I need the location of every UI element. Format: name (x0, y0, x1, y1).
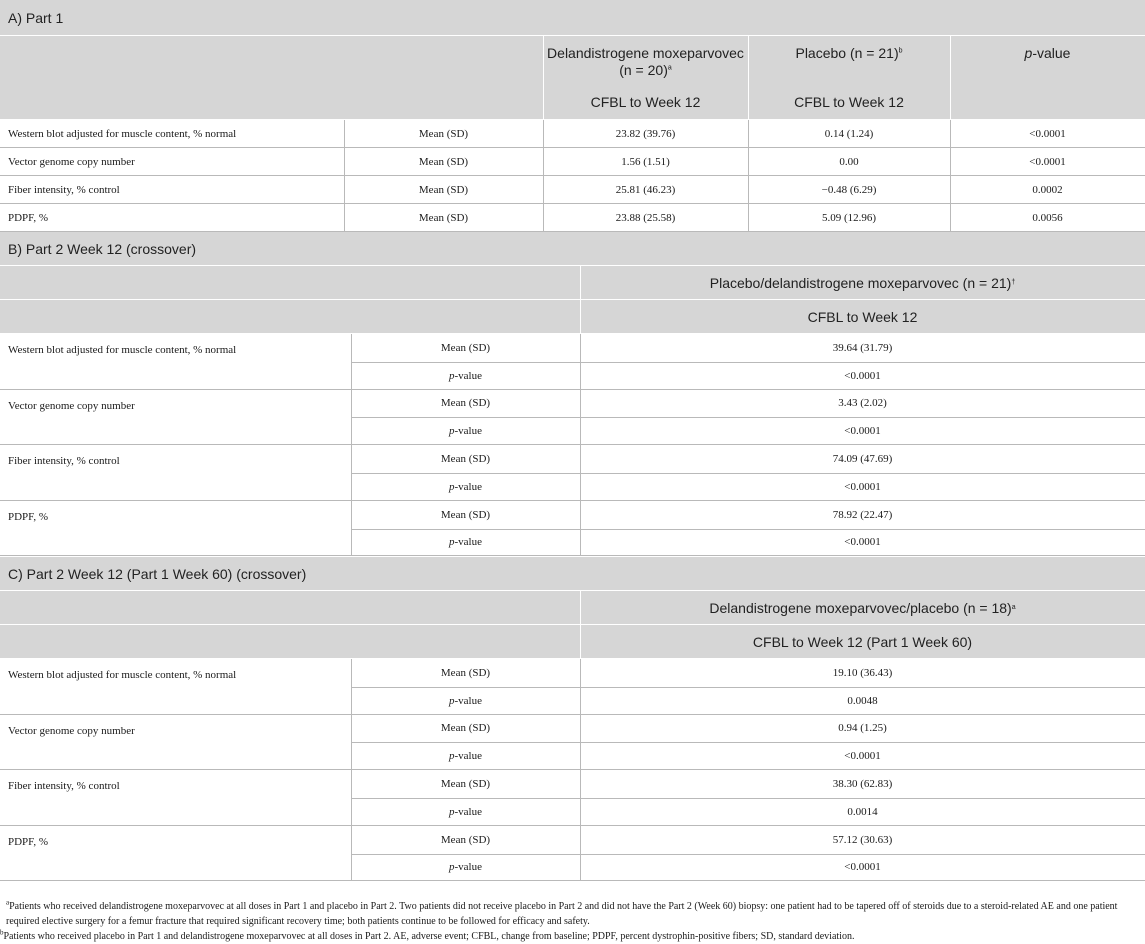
part-a-row-label-text: PDPF, % (8, 211, 49, 224)
part-b-group-label-text: Western blot adjusted for muscle content, % normal (8, 344, 237, 356)
part-c-p-label-italic: p (449, 750, 455, 763)
part-b-group (0, 445, 1145, 501)
part-a-row-p-value-text: 0.0056 (1032, 211, 1063, 224)
part-c-p-label (351, 742, 580, 770)
part-a-row-drug-value (543, 120, 748, 147)
part-b-p-value-text: <0.0001 (844, 369, 881, 382)
part-b-group-label (0, 334, 350, 356)
part-a-row-p-value-text: <0.0001 (1029, 155, 1066, 168)
part-c-sub-header (0, 625, 1145, 659)
part-b-p-label (351, 473, 580, 501)
part-c-mean-label (351, 659, 580, 687)
footnote-b-text: Patients who received placebo in Part 1 and delandistrogene moxeparvovec at all doses in Part 2. AE, adverse event; CFBL, change from baseline; PDPF, percent dystrophin-positive fibers; SD, standard deviation. (3, 931, 855, 942)
part-c-title-band (0, 557, 1145, 591)
part-a-row-label-text: Fiber intensity, % control (8, 183, 120, 196)
part-a-row (0, 176, 1145, 204)
part-b-sub-header-label: CFBL to Week 12 (807, 308, 918, 325)
part-c-p-label-rest: -value (454, 805, 482, 818)
part-c-header-col: Delandistrogene moxeparvovec/placebo (n = 18) a (580, 591, 1145, 624)
part-b-mean-value (580, 390, 1145, 418)
part-b-header-label: Placebo/delandistrogene moxeparvovec (n = 21) (709, 274, 1012, 291)
part-c-sub-header-label: CFBL to Week 12 (Part 1 Week 60) (752, 633, 973, 650)
part-c-mean-value (580, 715, 1145, 743)
part-b-p-value-text: <0.0001 (844, 536, 881, 549)
part-a-row-drug-value-text: 23.88 (25.58) (615, 211, 676, 224)
part-a-header-drug-label: Delandistrogene moxeparvovec (n = 20) (547, 45, 744, 78)
part-b-group-label (0, 445, 350, 467)
footnote-a-sup: a (6, 898, 10, 907)
part-b-mean-value-text: 74.09 (47.69) (832, 453, 893, 466)
part-b-mean-label-text: Mean (SD) (440, 453, 491, 466)
part-a-row-label (0, 148, 344, 175)
part-b-mean-value-text: 78.92 (22.47) (832, 508, 893, 521)
part-b-mean-label (351, 445, 580, 473)
part-b-mean-label-text: Mean (SD) (440, 508, 491, 521)
part-c-mean-label-text: Mean (SD) (440, 778, 491, 791)
part-a-row-drug-value-text: 1.56 (1.51) (621, 155, 670, 168)
part-c-group-label-text: Fiber intensity, % control (8, 780, 120, 793)
part-c-p-label-italic: p (449, 805, 455, 818)
part-c-p-label-rest: -value (454, 694, 482, 707)
part-c-mean-value (580, 826, 1145, 854)
part-c-group-label-text: Vector genome copy number (8, 724, 135, 737)
part-c-p-label (351, 854, 580, 882)
part-a-row-placebo-value-text: 5.09 (12.96) (821, 211, 877, 224)
part-a-row-drug-value (543, 204, 748, 231)
part-a-row-label (0, 120, 344, 147)
part-c-title: C) Part 2 Week 12 (Part 1 Week 60) (crossover) (8, 565, 307, 582)
part-c-group-label-text: PDPF, % (8, 835, 49, 848)
part-a-row-p-value (950, 148, 1145, 175)
part-c-p-label-italic: p (449, 861, 455, 874)
footnote-a-text: Patients who received delandistrogene moxeparvovec at all doses in Part 1 and placebo in Part 2. Two patients did not receive placebo in Part 2 and did not have the Part 2 (Week 60) biopsy: one patient had to be tapered off of steroids due to a steroid-related AE and one patient required elective surgery for a femur fracture that required significant recovery time; both patients continue to be followed for efficacy and safety. (6, 901, 1118, 927)
part-b-title: B) Part 2 Week 12 (crossover) (8, 240, 197, 257)
part-b-mean-value-text: 3.43 (2.02) (838, 397, 887, 410)
part-c-p-value-text: <0.0001 (844, 750, 881, 763)
part-a-row-drug-value-text: 25.81 (46.23) (615, 183, 676, 196)
part-c-p-label-rest: -value (454, 750, 482, 763)
part-a-header-p-italic: p (1024, 45, 1033, 61)
part-b-group (0, 334, 1145, 390)
part-c-group-label-text: Western blot adjusted for muscle content, % normal (8, 669, 237, 681)
part-c-mean-value (580, 659, 1145, 687)
part-c-mean-value-text: 57.12 (30.63) (832, 833, 893, 846)
part-b-mean-label-text: Mean (SD) (440, 397, 491, 410)
part-c-mean-value-text: 0.94 (1.25) (838, 722, 887, 735)
part-b-p-label-italic: p (449, 425, 455, 438)
part-b-mean-label (351, 334, 580, 362)
part-a-row-drug-value (543, 176, 748, 203)
part-b-p-value (580, 473, 1145, 501)
part-a-header-placebo-sup: b (898, 47, 903, 55)
part-a-header-pvalue (950, 36, 1145, 119)
part-a-row-stat (344, 176, 543, 203)
part-c-group-label (0, 715, 350, 737)
part-b-p-label-rest: -value (454, 536, 482, 549)
footnote-b-sup: b (0, 928, 4, 937)
part-a-row-stat-text: Mean (SD) (418, 211, 469, 224)
part-b-p-label (351, 529, 580, 557)
part-a-row-p-value-text: <0.0001 (1029, 127, 1066, 140)
part-b-group-label-text: Vector genome copy number (8, 399, 135, 412)
part-a-row-p-value (950, 176, 1145, 203)
part-a-row-stat (344, 204, 543, 231)
part-b-group (0, 501, 1145, 557)
part-a-header-drug-sub: CFBL to Week 12 (590, 94, 701, 110)
part-c-mean-label (351, 715, 580, 743)
part-b-p-value (580, 362, 1145, 390)
part-b-mean-value (580, 334, 1145, 362)
part-a-row-stat-text: Mean (SD) (418, 155, 469, 168)
part-a-row-p-value (950, 204, 1145, 231)
part-c-p-label (351, 687, 580, 715)
part-b-p-value-text: <0.0001 (844, 480, 881, 493)
part-a-row-p-value (950, 120, 1145, 147)
part-a-row-stat-text: Mean (SD) (418, 183, 469, 196)
part-b-p-value (580, 417, 1145, 445)
part-b-group (0, 390, 1145, 446)
part-b-p-label-rest: -value (454, 480, 482, 493)
part-b-group-label (0, 501, 350, 523)
part-c-mean-value-text: 19.10 (36.43) (832, 666, 893, 679)
part-a-row-placebo-value-text: 0.00 (839, 155, 859, 168)
part-a-row-placebo-value-text: −0.48 (6.29) (821, 183, 877, 196)
part-b-mean-value (580, 445, 1145, 473)
part-b-mean-label (351, 390, 580, 418)
part-a-row-stat (344, 120, 543, 147)
part-c-p-value (580, 742, 1145, 770)
part-b-group-label (0, 390, 350, 412)
part-b-mean-label-text: Mean (SD) (440, 341, 491, 354)
part-a-header-drug-sup: a (667, 64, 672, 72)
part-a-row-label-text: Vector genome copy number (8, 155, 135, 168)
part-c-mean-value (580, 770, 1145, 798)
part-c-mean-value-text: 38.30 (62.83) (832, 778, 893, 791)
part-a-title-band (0, 0, 1145, 36)
part-b-header-col: Placebo/delandistrogene moxeparvovec (n = 21) † (580, 266, 1145, 299)
part-a-row-label (0, 204, 344, 231)
part-c-sub-header-col (580, 625, 1145, 658)
part-c-mean-label-text: Mean (SD) (440, 666, 491, 679)
part-c-group-label (0, 659, 350, 681)
part-a-header-placebo-label: Placebo (n = 21) (795, 45, 899, 61)
part-b-p-label (351, 362, 580, 390)
part-a-row-placebo-value (748, 120, 950, 147)
part-c-group (0, 770, 1145, 826)
part-a-row (0, 204, 1145, 232)
part-a-row-label-text: Western blot adjusted for muscle content, % normal (8, 127, 237, 140)
part-b-p-label-italic: p (449, 536, 455, 549)
part-c-group-label (0, 826, 350, 848)
part-a-title: A) Part 1 (8, 9, 64, 26)
part-b-mean-value (580, 501, 1145, 529)
part-b-p-label-italic: p (449, 480, 455, 493)
part-b-title-band (0, 232, 1145, 266)
part-c-mean-label-text: Mean (SD) (440, 833, 491, 846)
part-b-p-label-rest: -value (454, 425, 482, 438)
part-a-row (0, 120, 1145, 148)
part-c-column-header (0, 591, 1145, 625)
part-b-p-label-italic: p (449, 369, 455, 382)
part-c-p-value (580, 687, 1145, 715)
part-a-row-drug-value-text: 23.82 (39.76) (615, 127, 676, 140)
part-c-group (0, 715, 1145, 771)
part-c-group (0, 826, 1145, 882)
part-c-p-label (351, 798, 580, 826)
part-c-p-value-text: 0.0048 (847, 694, 878, 707)
part-c-group (0, 659, 1145, 715)
part-c-mean-label (351, 826, 580, 854)
part-a-row-stat-text: Mean (SD) (418, 127, 469, 140)
part-a-row-label (0, 176, 344, 203)
part-a-header-placebo-sub: CFBL to Week 12 (794, 94, 904, 110)
footnote-a (6, 899, 1139, 929)
part-c-p-value-text: <0.0001 (844, 861, 881, 874)
part-c-p-label-rest: -value (454, 861, 482, 874)
part-a-row-placebo-value (748, 204, 950, 231)
part-a-row-p-value-text: 0.0002 (1032, 183, 1063, 196)
part-a-header-placebo (748, 36, 950, 119)
part-c-mean-label-text: Mean (SD) (440, 722, 491, 735)
part-b-mean-label (351, 501, 580, 529)
part-b-p-value-text: <0.0001 (844, 425, 881, 438)
part-a-column-header (0, 36, 1145, 120)
part-b-mean-value-text: 39.64 (31.79) (832, 341, 893, 354)
part-a-row-placebo-value (748, 148, 950, 175)
part-a-row-drug-value (543, 148, 748, 175)
part-a-header-p-rest: -value (1032, 45, 1071, 61)
part-c-header-label: Delandistrogene moxeparvovec/placebo (n = 18) (709, 599, 1012, 616)
part-c-p-value-text: 0.0014 (847, 805, 878, 818)
part-c-p-value (580, 854, 1145, 882)
part-a-row (0, 148, 1145, 176)
part-b-column-header (0, 266, 1145, 300)
part-b-group-label-text: PDPF, % (8, 510, 49, 523)
part-b-group-label-text: Fiber intensity, % control (8, 455, 120, 468)
part-a-header-drug (543, 36, 748, 119)
part-a-header-empty (0, 36, 543, 119)
part-c-p-label-italic: p (449, 694, 455, 707)
part-a-row-placebo-value-text: 0.14 (1.24) (824, 127, 874, 140)
part-b-p-label (351, 417, 580, 445)
part-c-group-label (0, 770, 350, 792)
part-a-row-stat (344, 148, 543, 175)
part-a-row-placebo-value (748, 176, 950, 203)
part-b-p-value (580, 529, 1145, 557)
part-c-p-value (580, 798, 1145, 826)
part-b-sub-header-col (580, 300, 1145, 333)
part-b-sub-header (0, 300, 1145, 334)
part-b-p-label-rest: -value (454, 369, 482, 382)
part-c-mean-label (351, 770, 580, 798)
